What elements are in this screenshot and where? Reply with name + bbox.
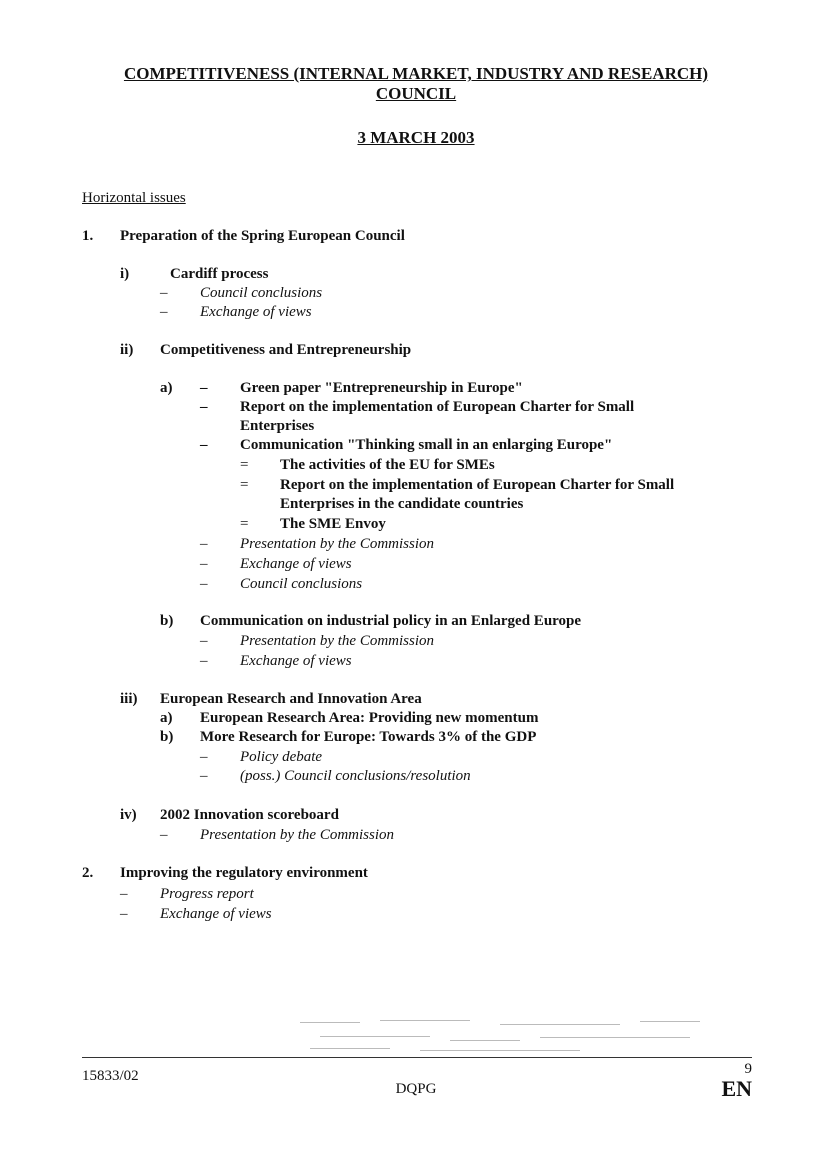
item-1-iv-title: 2002 Innovation scoreboard — [160, 807, 339, 823]
item-1-title: Preparation of the Spring European Council — [120, 228, 405, 244]
dash-bullet: – — [160, 285, 168, 301]
item-1-i-title: Cardiff process — [170, 266, 269, 282]
item-1-iii-number: iii) — [120, 691, 138, 707]
bullet-text: (poss.) Council conclusions/resolution — [240, 768, 471, 784]
equals-bullet: = — [240, 457, 249, 473]
bullet-text: Exchange of views — [200, 304, 312, 320]
item-1-iii-a-title: European Research Area: Providing new momentum — [200, 710, 539, 726]
bullet-text: Presentation by the Commission — [200, 827, 395, 843]
title-line-2: COUNCIL — [375, 84, 457, 103]
sub-item-report-line-1: Report on the implementation of European Charter for Small — [280, 477, 675, 493]
report-title-line-2: Enterprises — [240, 418, 315, 434]
title-line-1: COMPETITIVENESS (INTERNAL MARKET, INDUSTRY AND RESEARCH) — [123, 64, 709, 83]
dash-bullet: – — [200, 653, 208, 669]
dash-bullet: – — [200, 576, 208, 592]
document-number: 15833/02 — [82, 1068, 139, 1084]
equals-bullet: = — [240, 477, 249, 493]
bullet-text: Presentation by the Commission — [240, 536, 435, 552]
dash-bullet: – — [200, 556, 208, 572]
sub-item-report-line-2: Enterprises in the candidate countries — [280, 496, 524, 512]
sub-item-sme-envoy: The SME Envoy — [280, 516, 386, 532]
item-1-iii-b-number: b) — [160, 729, 174, 745]
dash-bullet: – — [160, 827, 168, 843]
dash-bullet: – — [200, 633, 208, 649]
item-1-i-number: i) — [120, 266, 130, 282]
item-1-ii-a-number: a) — [160, 380, 173, 396]
bullet-text: Exchange of views — [240, 653, 352, 669]
item-2-title: Improving the regulatory environment — [120, 865, 368, 881]
dash-bullet: – — [200, 399, 208, 415]
item-1-iii-a-number: a) — [160, 710, 173, 726]
item-2-number: 2. — [82, 865, 94, 881]
item-1-ii-b-title: Communication on industrial policy in an Enlarged Europe — [200, 613, 582, 629]
item-1-ii-number: ii) — [120, 342, 134, 358]
dash-bullet: – — [200, 768, 208, 784]
sub-item-activities: The activities of the EU for SMEs — [280, 457, 495, 473]
dash-bullet: – — [120, 906, 128, 922]
item-1-iii-title: European Research and Innovation Area — [160, 691, 422, 707]
language-code: EN — [721, 1076, 752, 1101]
bullet-text: Exchange of views — [240, 556, 352, 572]
dash-bullet: – — [200, 437, 208, 453]
dash-bullet: – — [160, 304, 168, 320]
dash-bullet: – — [120, 886, 128, 902]
section-heading: Horizontal issues — [82, 190, 186, 206]
dash-bullet: – — [200, 536, 208, 552]
equals-bullet: = — [240, 516, 249, 532]
meeting-date: 3 MARCH 2003 — [357, 128, 475, 147]
dash-bullet: – — [200, 749, 208, 765]
item-1-iv-number: iv) — [120, 807, 137, 823]
report-title-line-1: Report on the implementation of European Charter for Small — [240, 399, 635, 415]
communication-title: Communication "Thinking small in an enlarging Europe" — [240, 437, 613, 453]
department-code: DQPG — [395, 1081, 437, 1097]
footer-rule — [82, 1057, 752, 1058]
bullet-text: Policy debate — [240, 749, 323, 765]
dash-bullet: – — [200, 380, 208, 396]
bullet-text: Exchange of views — [160, 906, 272, 922]
item-1-number: 1. — [82, 228, 94, 244]
bullet-text: Presentation by the Commission — [240, 633, 435, 649]
item-1-iii-b-title: More Research for Europe: Towards 3% of the GDP — [200, 729, 537, 745]
bullet-text: Council conclusions — [200, 285, 323, 301]
item-1-ii-title: Competitiveness and Entrepreneurship — [160, 342, 412, 358]
bullet-text: Council conclusions — [240, 576, 363, 592]
bullet-text: Progress report — [160, 886, 254, 902]
page-number: 9 — [744, 1061, 752, 1077]
item-1-ii-b-number: b) — [160, 613, 174, 629]
green-paper-title: Green paper "Entrepreneurship in Europe" — [240, 380, 523, 396]
